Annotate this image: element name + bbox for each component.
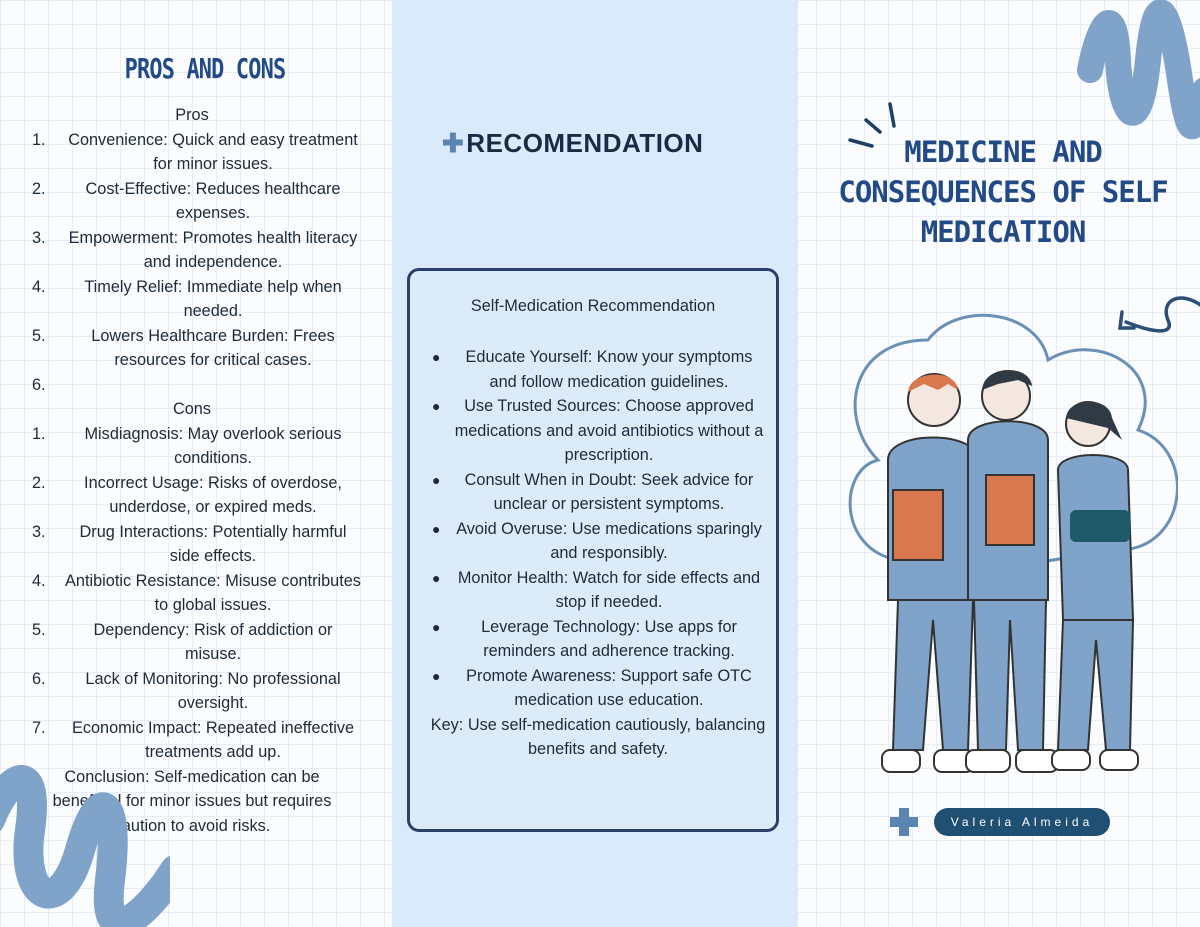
bullet-icon: ●: [432, 520, 441, 537]
pros-item: [22, 226, 362, 275]
pros-cons-title: PROS AND CONS: [124, 52, 286, 85]
pros-item-text: Cost-Effective: Reduces healthcare expenses.: [85, 179, 341, 222]
recommendation-box-title: Self-Medication Recommendation: [470, 297, 716, 315]
pros-item-text: Timely Relief: Immediate help when needed.: [84, 277, 342, 320]
pros-item: [22, 373, 362, 398]
cons-item: [22, 422, 362, 471]
pros-cons-panel: [0, 0, 392, 927]
recommendation-item: [428, 517, 768, 566]
pros-item-number: 6.: [32, 375, 46, 394]
pros-list: [22, 128, 362, 398]
pros-item-number: 5.: [32, 326, 46, 345]
pros-item: [22, 275, 362, 324]
recommendation-item: [428, 615, 768, 664]
pros-item-text: Convenience: Quick and easy treatment for minor issues.: [68, 130, 358, 173]
bullet-icon: ●: [432, 667, 441, 684]
cons-item: [22, 667, 362, 716]
cons-item-number: 4.: [32, 571, 46, 590]
recommendation-item: [428, 664, 768, 713]
cons-item-text: Incorrect Usage: Risks of overdose, underdose, or expired meds.: [84, 473, 342, 516]
bullet-icon: ●: [432, 471, 441, 488]
conclusion-text: Conclusion: Self-medication can be beneficial for minor issues but requires caution to avoid risks.: [52, 767, 332, 835]
cons-item-number: 6.: [32, 669, 46, 688]
pros-item-number: 2.: [32, 179, 46, 198]
pros-item-number: 3.: [32, 228, 46, 247]
recommendation-item-text: Leverage Technology: Use apps for reminders and adherence tracking.: [481, 617, 737, 660]
cons-list: [22, 422, 362, 765]
pros-heading: Pros: [175, 106, 209, 124]
author-badge: Valeria Almeida: [934, 808, 1110, 836]
cons-item-number: 5.: [32, 620, 46, 639]
doctors-illustration: [838, 300, 1178, 800]
recommendation-item-text: Use Trusted Sources: Choose approved medications and avoid antibiotics without a prescription.: [454, 397, 764, 464]
pros-item: [22, 128, 362, 177]
medical-cross-icon: [888, 806, 920, 838]
cons-item-number: 7.: [32, 718, 46, 737]
medical-cross-icon: ✚: [442, 128, 465, 158]
pros-item-text: Empowerment: Promotes health literacy and independence.: [68, 228, 358, 271]
bullet-icon: ●: [432, 569, 441, 586]
recommendation-item-text: Promote Awareness: Support safe OTC medication use education.: [466, 666, 752, 709]
cons-heading: Cons: [172, 400, 211, 418]
recommendation-item: [428, 345, 768, 394]
cons-item-text: Drug Interactions: Potentially harmful side effects.: [79, 522, 347, 565]
cons-item-number: 2.: [32, 473, 46, 492]
bullet-icon: ●: [432, 398, 441, 414]
recommendation-item: [428, 566, 768, 615]
brochure-title: MEDICINE AND CONSEQUENCES OF SELF MEDICATION: [838, 135, 1168, 249]
cons-item-text: Antibiotic Resistance: Misuse contributes to global issues.: [65, 571, 361, 614]
cons-item: [22, 471, 362, 520]
cons-item: [22, 716, 362, 765]
pros-cons-list: [22, 103, 362, 838]
pros-item: [22, 324, 362, 373]
pros-item-number: 4.: [32, 277, 46, 296]
cons-item-text: Lack of Monitoring: No professional oversight.: [85, 669, 341, 712]
pros-item-number: 1.: [32, 130, 46, 149]
bullet-icon: ●: [432, 618, 441, 635]
cons-item: [22, 520, 362, 569]
recommendation-list: [428, 345, 768, 762]
recommendation-item: [428, 468, 768, 517]
recommendation-item-text: Consult When in Doubt: Seek advice for unclear or persistent symptoms.: [464, 470, 754, 513]
recommendation-item: [428, 394, 768, 468]
recommendation-box: [407, 268, 779, 832]
recommendation-item-text: Monitor Health: Watch for side effects and stop if needed.: [457, 568, 761, 611]
pros-item: [22, 177, 362, 226]
scribble-decoration: [0, 760, 170, 927]
recommendation-title: ✚RECOMENDATION: [442, 128, 704, 158]
cons-item: [22, 569, 362, 618]
cons-item-text: Economic Impact: Repeated ineffective treatments add up.: [71, 718, 355, 761]
recommendation-item-text: Educate Yourself: Know your symptoms and follow medication guidelines.: [465, 348, 753, 391]
recommendation-item-text: Avoid Overuse: Use medications sparingly and responsibly.: [456, 519, 762, 562]
cons-item-number: 3.: [32, 522, 46, 541]
recommendation-panel: [392, 0, 798, 927]
bullet-icon: ●: [432, 349, 441, 365]
cons-item-number: 1.: [32, 424, 46, 443]
cons-item-text: Dependency: Risk of addiction or misuse.: [93, 620, 333, 663]
pros-item-text: Lowers Healthcare Burden: Frees resources for critical cases.: [91, 326, 335, 369]
cons-item: [22, 618, 362, 667]
cons-item-text: Misdiagnosis: May overlook serious conditions.: [84, 424, 342, 467]
key-summary: Key: Use self-medication cautiously, balancing benefits and safety.: [430, 715, 766, 758]
cover-panel: [798, 0, 1200, 927]
